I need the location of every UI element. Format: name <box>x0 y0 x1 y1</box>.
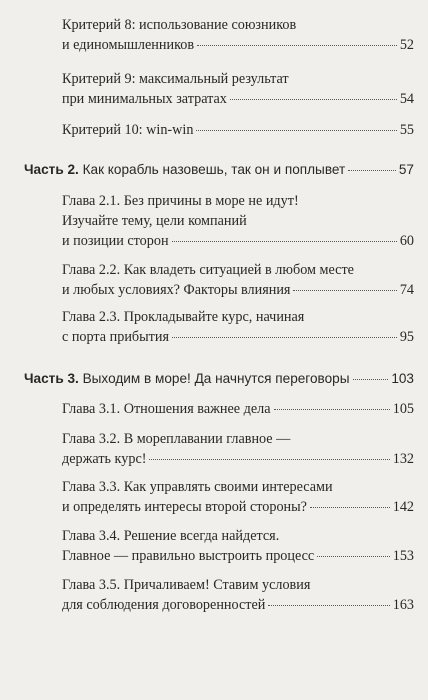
part-label: Часть 3. <box>24 371 79 386</box>
toc-chapter-3-5[interactable] <box>62 575 414 615</box>
toc-chapter-3-1[interactable] <box>62 399 414 419</box>
toc-part-3[interactable] <box>24 369 414 389</box>
toc-entry-line: Глава 3.4. Решение всегда найдется. <box>62 528 280 544</box>
leader-dots <box>274 409 390 410</box>
page-number: 163 <box>392 597 414 613</box>
toc-chapter-3-4[interactable] <box>62 526 414 566</box>
leader-dots <box>149 459 389 460</box>
page-number: 74 <box>399 282 414 298</box>
page-number: 60 <box>399 233 414 249</box>
toc-entry-line: Глава 3.2. В мореплавании главное — <box>62 431 291 447</box>
page-number: 132 <box>392 451 414 467</box>
toc-entry-line: Глава 2.1. Без причины в море не идут! <box>62 193 299 209</box>
toc-entry-line: с порта прибытия <box>62 329 170 345</box>
leader-dots <box>348 170 396 171</box>
toc-entry-line: Глава 2.2. Как владеть ситуацией в любом месте <box>62 262 354 278</box>
toc-entry-line: Глава 2.3. Прокладывайте курс, начиная <box>62 309 305 325</box>
leader-dots <box>310 507 390 508</box>
leader-dots <box>230 99 397 100</box>
leader-dots <box>293 290 396 291</box>
leader-dots <box>353 379 389 380</box>
toc-entry-line: и единомышленников <box>62 37 195 53</box>
toc-entry-line: Глава 3.3. Как управлять своими интересами <box>62 479 333 495</box>
toc-entry-line: Глава 3.5. Причаливаем! Ставим условия <box>62 577 311 593</box>
toc-chapter-2-3[interactable] <box>62 307 414 347</box>
part-label: Часть 2. <box>24 162 79 177</box>
toc-chapter-3-2[interactable] <box>62 429 414 469</box>
leader-dots <box>268 605 389 606</box>
toc-entry-line: Критерий 10: win-win <box>62 122 194 138</box>
toc-entry-line: для соблюдения договоренностей <box>62 597 266 613</box>
part-title: Выходим в море! Да начнутся переговоры <box>82 371 350 386</box>
toc-entry-line: Критерий 9: максимальный результат <box>62 71 289 87</box>
toc-chapter-2-2[interactable] <box>62 260 414 300</box>
toc-entry-line: Главное — правильно выстроить процесс <box>62 548 315 564</box>
page-number: 52 <box>399 37 414 53</box>
leader-dots <box>197 45 397 46</box>
page-number: 95 <box>399 329 414 345</box>
toc-entry-line: и позиции сторон <box>62 233 169 249</box>
page-number: 54 <box>399 91 414 107</box>
toc-entry-line: при минимальных затратах <box>62 91 227 107</box>
toc-entry-criterion-8[interactable] <box>62 15 414 55</box>
toc-entry-line: и определять интересы второй стороны? <box>62 499 307 515</box>
toc-entry-line: и любых условиях? Факторы влияния <box>62 282 291 298</box>
toc-chapter-3-3[interactable] <box>62 477 414 517</box>
leader-dots <box>172 241 397 242</box>
toc-entry-line: Глава 3.1. Отношения важнее дела <box>62 401 271 417</box>
page-number: 142 <box>392 499 414 515</box>
toc-entry-line: Изучайте тему, цели компаний <box>62 213 247 229</box>
leader-dots <box>317 556 389 557</box>
page-number: 105 <box>392 401 414 417</box>
toc-entry-line: Критерий 8: использование союзников <box>62 17 297 33</box>
toc-entry-criterion-9[interactable] <box>62 69 414 109</box>
toc-entry-criterion-10[interactable] <box>62 120 414 140</box>
toc-entry-line: держать курс! <box>62 451 147 467</box>
leader-dots <box>172 337 397 338</box>
page-number: 55 <box>399 122 414 138</box>
toc-part-2[interactable] <box>24 160 414 180</box>
page-number: 103 <box>391 371 414 386</box>
toc-chapter-2-1[interactable] <box>62 191 414 251</box>
leader-dots <box>196 130 396 131</box>
page-number: 57 <box>398 162 414 177</box>
page-number: 153 <box>392 548 414 564</box>
part-title: Как корабль назовешь, так он и поплывет <box>82 162 346 177</box>
